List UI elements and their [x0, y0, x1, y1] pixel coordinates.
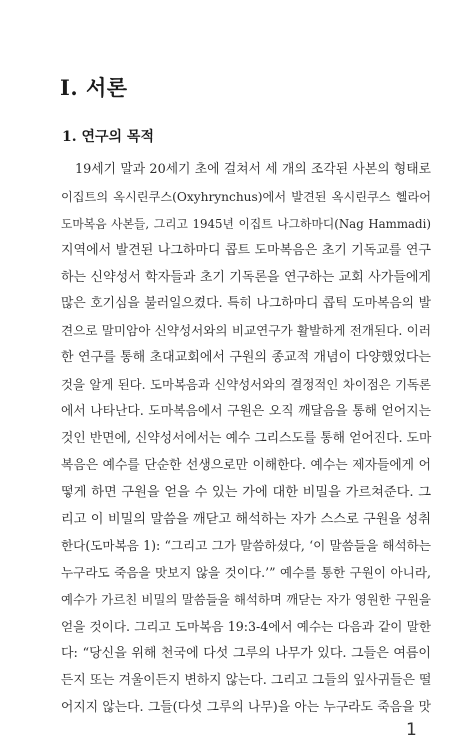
- body-paragraph: [61, 157, 431, 722]
- text-line: 견으로 말미암아 신약성서와의 비교연구가 활발하게 전개된다. 이러: [61, 323, 431, 339]
- text-line: 지역에서 발견된 나그하마디 콥트 도마복음은 초기 기독교를 연구: [61, 242, 431, 258]
- text-line: 든지 또는 겨울이든지 변하지 않는다. 그리고 그들의 잎사귀들은 떨: [61, 672, 432, 688]
- text-line: 복음은 예수를 단순한 선생으로만 이해한다. 예수는 제자들에게 어: [61, 457, 431, 473]
- text-line: 떻게 하면 구원을 얻을 수 있는 가에 대한 비밀을 가르쳐준다. 그: [61, 484, 431, 500]
- text-line: 도마복음 사본들, 그리고 1945년 이집트 나그하마디(Nag Hammadi): [61, 216, 431, 231]
- text-line: 이집트의 옥시린쿠스(Oxyhrynchus)에서 발견된 옥시린쿠스 헬라어: [61, 189, 431, 204]
- chapter-title: I. 서론: [60, 75, 128, 100]
- text-line: 19세기 말과 20세기 초에 걸쳐서 세 개의 조각된 사본의 형태로: [75, 162, 431, 177]
- text-line: 것인 반면에, 신약성서에서는 예수 그리스도를 통해 얻어진다. 도마: [61, 430, 432, 446]
- text-line: 에서 나타난다. 도마복음에서 구원은 오직 깨달음을 통해 얻어지는: [61, 404, 431, 420]
- text-line: 것을 알게 된다. 도마복음과 신약성서와의 결정적인 차이점은 기독론: [61, 377, 431, 393]
- text-line: 한 연구를 통해 초대교회에서 구원의 종교적 개념이 다양했었다는: [61, 350, 431, 366]
- page-number: 1: [406, 720, 417, 740]
- text-line: 어지지 않는다. 그들(다섯 그루의 나무)을 아는 누구라도 죽음을 맛: [61, 699, 431, 715]
- text-line: 얻을 것이다. 그리고 도마복음 19:3-4에서 예수는 다음과 같이 말한: [61, 619, 431, 635]
- text-line: 하는 신약성서 학자들과 초기 기독론을 연구하는 교회 사가들에게: [61, 269, 431, 285]
- text-line: 리고 이 비밀의 말씀을 깨닫고 해석하는 자가 스스로 구원을 성취: [61, 511, 431, 527]
- section-title: 1. 연구의 목적: [62, 129, 154, 145]
- text-line: 많은 호기심을 불러일으켰다. 특히 나그하마디 콥틱 도마복음의 발: [61, 296, 431, 312]
- text-line: 누구라도 죽음을 맛보지 않을 것이다.’” 예수를 통한 구원이 아니라,: [61, 565, 431, 581]
- text-line: 한다(도마복음 1): “그리고 그가 말씀하셨다, ‘이 말씀들을 해석하는: [61, 538, 431, 554]
- text-line: 다: “당신을 위해 천국에 다섯 그루의 나무가 있다. 그들은 여름이: [61, 646, 431, 662]
- text-line: 예수가 가르친 비밀의 말씀들을 해석하며 깨닫는 자가 영원한 구원을: [61, 592, 431, 608]
